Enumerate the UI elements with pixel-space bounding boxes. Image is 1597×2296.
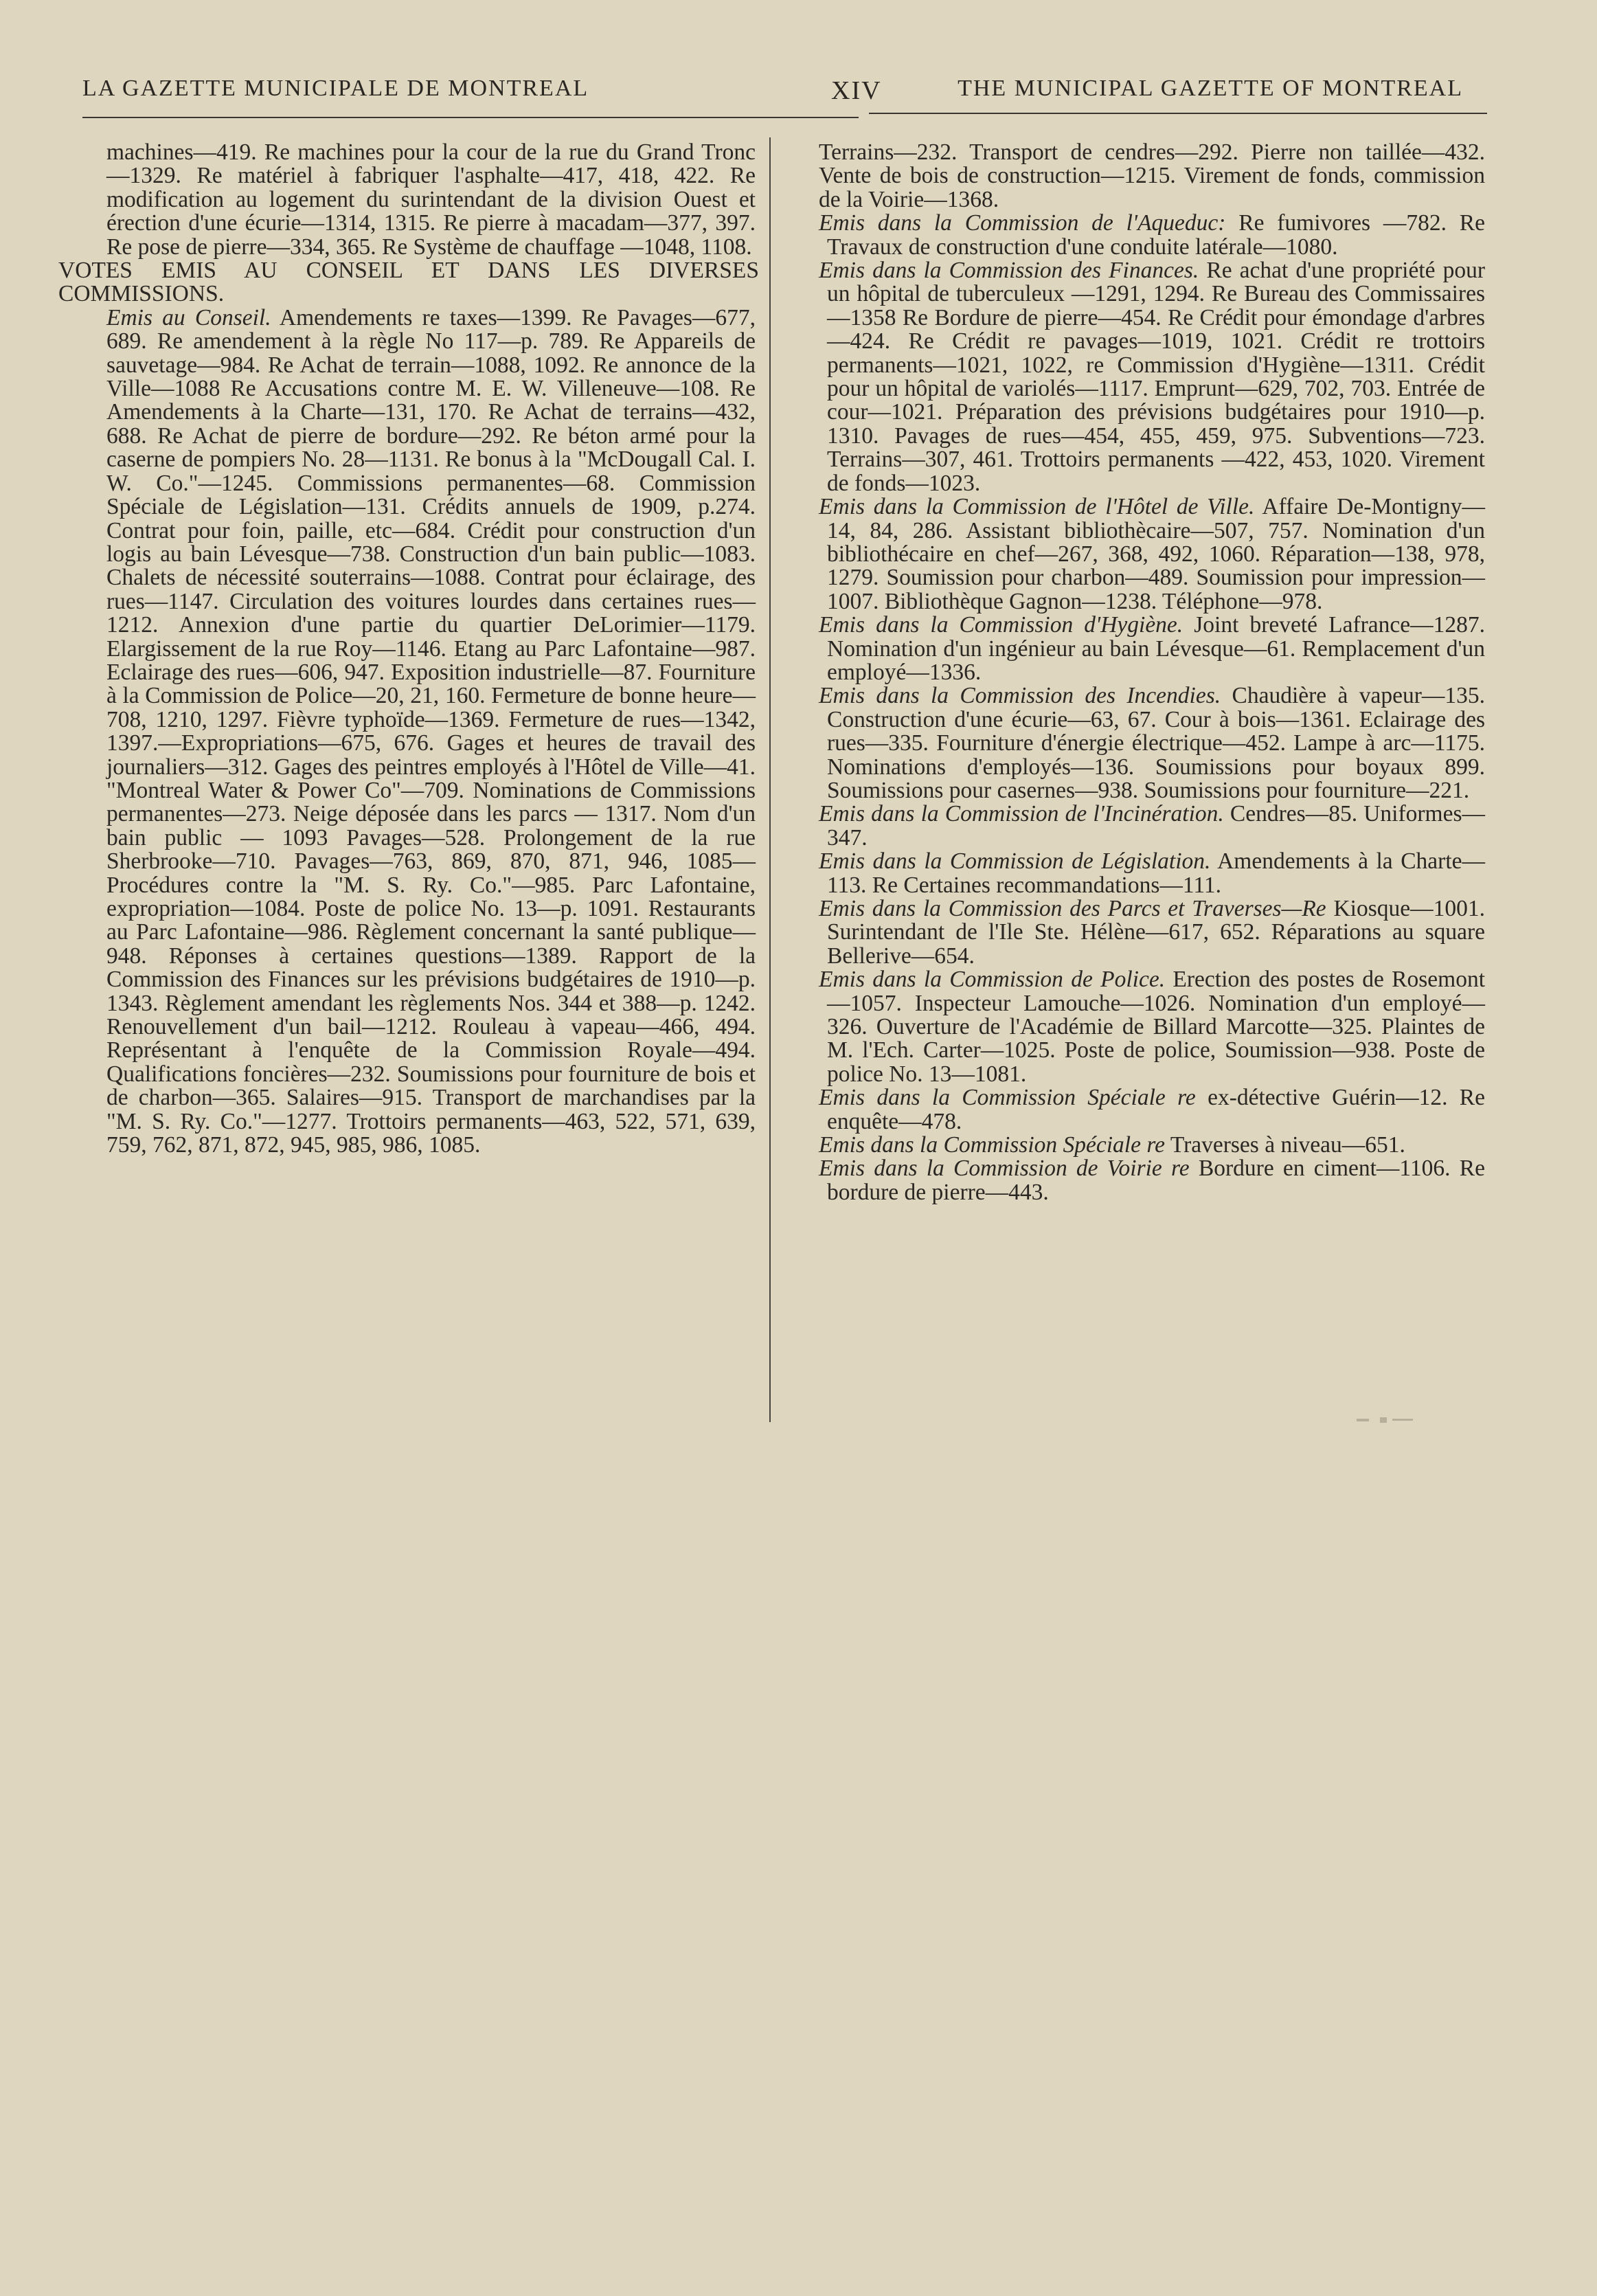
- entry-text: Kiosque—1001. Surintendant de l'Ile Ste. Hélène—617, 652. Réparations au square Bellerive—654.: [827, 896, 1486, 969]
- aqueduc-entry: [819, 212, 1485, 259]
- entry-text: Erection des postes de Rosemont—1057. Inspecteur Lamouche—1026. Nomination d'un employé—326. Ouverture de l'Académie de Billard Marcotte—325. Plaintes de M. l'Ech. Carter—1025. Poste de police, Soumission—938. Poste de police No. 13—1081.: [827, 967, 1486, 1087]
- conseil-entry: [106, 306, 756, 1158]
- speciale-guerin-entry: [819, 1086, 1485, 1134]
- entry-lead: Emis dans la Commission d'Hygiène.: [819, 612, 1183, 638]
- voirie-entry: [819, 1157, 1485, 1204]
- entry-text: Re fumivores —782. Re Travaux de construction d'une conduite latérale—1080.: [827, 210, 1485, 260]
- page-number: XIV: [831, 76, 882, 105]
- entry-text: ex-détective Guérin—12. Re enquête—478.: [827, 1085, 1485, 1134]
- entry-text: Affaire De-Montigny—14, 84, 286. Assistant bibliothècaire—507, 757. Nomination d'un bibliothécaire en chef—267, 368, 492, 1060. Réparation—138, 978, 1279. Soumission pour charbon—489. Soumission pour impression—1007. Bibliothèque Gagnon—1238. Téléphone—978.: [827, 494, 1486, 614]
- entry-lead: Emis dans la Commission de l'Aqueduc:: [819, 210, 1226, 236]
- left-intro-paragraph: machines—419. Re machines pour la cour de la rue du Grand Tronc—1329. Re matériel à fabriquer l'asphalte—417, 418, 422. Re modification au logement du surintendant de la division Ouest et érection d'une écurie—1314, 1315. Re pierre à macadam—377, 397. Re pose de pierre—334, 365. Re Système de chauffage —1048, 1108.: [106, 139, 756, 260]
- header-rule-left: [82, 117, 859, 118]
- ink-smudge-mark: [1357, 1415, 1418, 1425]
- left-column: [58, 139, 759, 1158]
- right-intro-paragraph: Terrains—232. Transport de cendres—292. Pierre non taillée—432. Vente de bois de construction—1215. Virement de fonds, commission de la Voirie—1368.: [819, 139, 1485, 212]
- entry-text: Chaudière à vapeur—135. Construction d'une écurie—63, 67. Cour à bois—1361. Eclairage des rues—335. Fourniture d'énergie électrique—452. Lampe à arc—1175. Nominations d'employés—136. Soumissions pour boyaux 899. Soumissions pour casernes—938. Soumissions pour fourniture—221.: [827, 683, 1485, 803]
- speciale-traverses-entry: [819, 1134, 1485, 1157]
- header-rule-right: [869, 113, 1487, 114]
- legislation-entry: [819, 850, 1485, 897]
- header-french-title: LA GAZETTE MUNICIPALE DE MONTREAL: [82, 76, 589, 101]
- entry-text: Joint breveté Lafrance—1287. Nomination d'un ingénieur au bain Lévesque—61. Remplacement d'un employé—1336.: [827, 612, 1485, 685]
- column-divider: [769, 137, 771, 1422]
- entry-text: Traverses à niveau—651.: [1170, 1132, 1405, 1158]
- entry-lead: Emis dans la Commission des Incendies.: [819, 683, 1221, 709]
- police-entry: [819, 968, 1485, 1086]
- entry-lead: Emis dans la Commission de l'Incinération.: [819, 801, 1224, 827]
- entry-lead: Emis dans la Commission de Législation.: [819, 848, 1211, 875]
- entry-lead: Emis dans la Commission des Parcs et Traverses—Re: [819, 896, 1326, 921]
- entry-lead: Emis dans la Commission Spéciale re: [819, 1132, 1166, 1158]
- entry-text: Amendements à la Charte—113. Re Certaines recommandations—111.: [827, 848, 1485, 898]
- entry-lead: Emis dans la Commission des Finances.: [819, 258, 1199, 284]
- conseil-lead: Emis au Conseil.: [106, 304, 271, 330]
- entry-lead: Emis dans la Commission de Police.: [819, 967, 1166, 993]
- entry-lead: Emis dans la Commission Spéciale re: [819, 1085, 1196, 1111]
- votes-section-heading: [58, 259, 759, 306]
- hygiene-entry: [819, 614, 1485, 684]
- finances-entry: [819, 259, 1485, 495]
- votes-heading-text: VOTES EMIS AU CONSEIL ET DANS LES DIVERSES COMMISSIONS.: [58, 258, 759, 307]
- header-english-title: THE MUNICIPAL GAZETTE OF MONTREAL: [958, 76, 1463, 101]
- parcs-traverses-entry: [819, 897, 1485, 968]
- entry-text: Bordure en ciment—1106. Re bordure de pierre—443.: [827, 1156, 1485, 1205]
- entry-lead: Emis dans la Commission de Voirie re: [819, 1156, 1190, 1182]
- conseil-text: Amendements re taxes—1399. Re Pavages—677, 689. Re amendement à la règle No 117—p. 789. Re Appareils de sauvetage—984. Re Achat de terrain—1088, 1092. Re annonce de la Ville—1088 Re Accusations contre M. E. W. Villeneuve—108. Re Amendements à la Charte—131, 170. Re Achat de terrains—432, 688. Re Achat de pierre de bordure—292. Re béton armé pour la caserne de pompiers No. 28—1131. Re bonus à la "McDougall Cal. I. W. Co."—1245. Commissions permanentes—68. Commission Spéciale de Législation—131. Crédits annuels de 1909, p.274. Contrat pour foin, paille, etc—684. Crédit pour construction d'un logis au bain Lévesque—738. Construction d'un bain public—1083. Chalets de nécessité souterrains—1088. Contrat pour éclairage, des rues—1147. Circulation des voitures lourdes dans certaines rues—1212. Annexion d'une partie du quartier DeLorimier—1179. Elargissement de la rue Roy—1146. Etang au Parc Lafontaine—987. Eclairage des rues—606, 947. Exposition industrielle—87. Fourniture à la Commission de Police—20, 21, 160. Fermeture de bonne heure—708, 1210, 1297. Fièvre typhoïde—1369. Fermeture de rues—1342, 1397.—Expropriations—675, 676. Gages et heures de travail des journaliers—312. Gages des peintres employés à l'Hôtel de Ville—41. "Montreal Water & Power Co"—709. Nominations de Commissions permanentes—273. Neige déposée dans les parcs — 1317. Nom d'un bain public — 1093 Pavages—528. Prolongement de la rue Sherbrooke—710. Pavages—763, 869, 870, 871, 946, 1085—Procédures contre la "M. S. Ry. Co."—985. Parc Lafontaine, expropriation—1084. Poste de police No. 13—p. 1091. Restaurants au Parc Lafontaine—986. Règlement concernant la santé publique—948. Réponses à certaines questions—1389. Rapport de la Commission des Finances sur les prévisions budgétaires de 1910—p. 1343. Règlement amendant les règlements Nos. 344 et 388—p. 1242. Renouvellement d'un bail—1212. Rouleau à vapeau—466, 494. Représentant à l'enquête de la Commission Royale—494. Qualifications foncières—232. Soumissions pour fourniture de bois et de charbon—365. Salaires—915. Transport de marchandises par la "M. S. Ry. Co."—1277. Trottoirs permanents—463, 522, 571, 639, 759, 762, 871, 872, 945, 985, 986, 1085.: [106, 304, 756, 1158]
- entry-lead: Emis dans la Commission de l'Hôtel de Ville.: [819, 494, 1255, 520]
- page-header: [82, 76, 1463, 111]
- entry-text: Cendres—85. Uniformes—347.: [827, 801, 1485, 851]
- hotel-de-ville-entry: [819, 495, 1485, 614]
- incendies-entry: [819, 684, 1485, 802]
- right-column: [819, 141, 1485, 1204]
- entry-text: Re achat d'une propriété pour un hôpital de tuberculeux —1291, 1294. Re Bureau des Commissaires—1358 Re Bordure de pierre—454. Re Crédit pour émondage d'arbres—424. Re Crédit re pavages—1019, 1021. Crédit re trottoirs permanents—1021, 1022, re Commission d'Hygiène—1311. Crédit pour un hôpital de variolés—1117. Emprunt—629, 702, 703. Entrée de cour—1021. Préparation des prévisions budgétaires pour 1910—p. 1310. Pavages de rues—454, 455, 459, 975. Subventions—723. Terrains—307, 461. Trottoirs permanents —422, 453, 1020. Virement de fonds—1023.: [827, 258, 1486, 496]
- incineration-entry: [819, 802, 1485, 850]
